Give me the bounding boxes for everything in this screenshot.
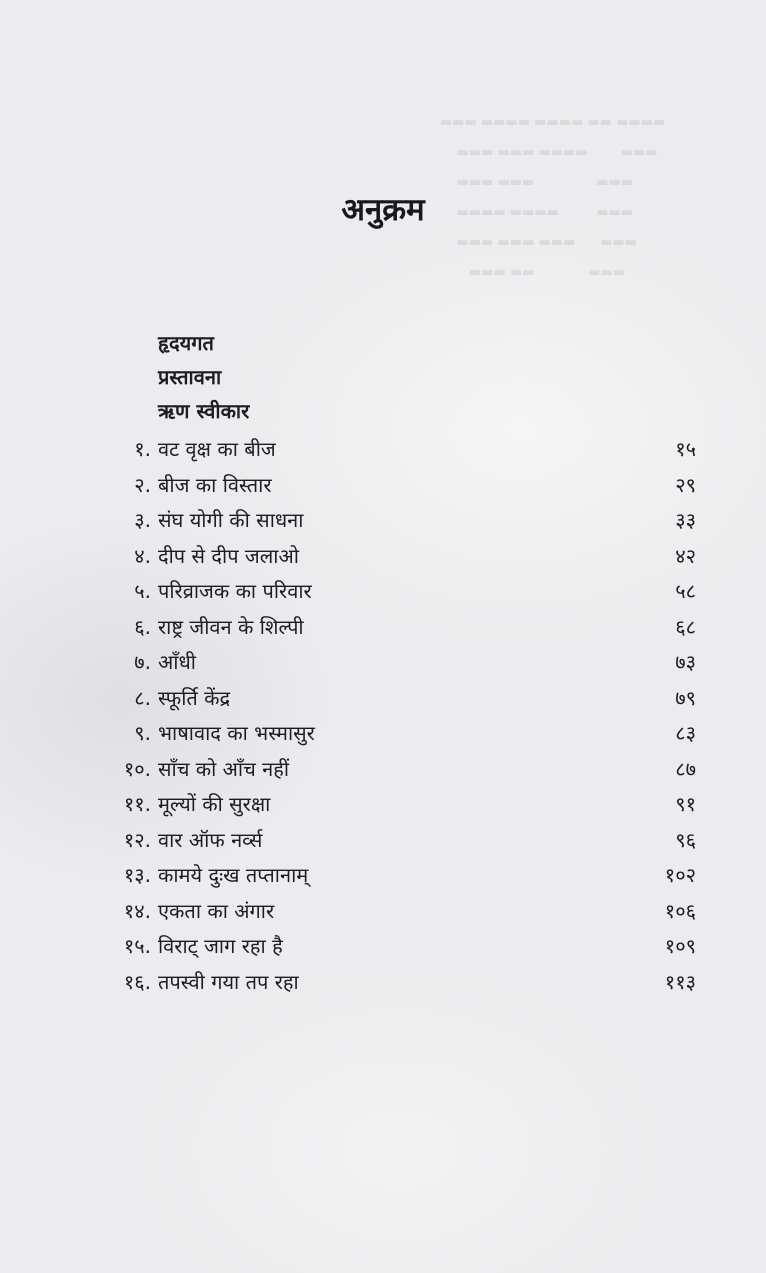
chapter-number: १५. bbox=[123, 934, 151, 958]
chapter-page: ७३ bbox=[675, 650, 696, 674]
show-through-line: ▬▬▬ ▬▬ ▬▬▬ bbox=[440, 265, 626, 280]
chapter-page: १०२ bbox=[664, 863, 696, 887]
chapter-title: तपस्वी गया तप रहा bbox=[158, 969, 299, 994]
chapter-number: १३. bbox=[123, 863, 151, 887]
chapter-title: परिव्राजक का परिवार bbox=[158, 579, 312, 603]
chapter-title: भाषावाद का भस्मासुर bbox=[158, 721, 315, 745]
chapter-page: ६८ bbox=[675, 614, 696, 639]
chapter-list bbox=[96, 434, 696, 1002]
chapter-title: एकता का अंगार bbox=[158, 898, 275, 923]
chapter-page: ८७ bbox=[675, 756, 696, 781]
chapter-number: १६. bbox=[123, 969, 151, 994]
chapter-row bbox=[96, 434, 696, 470]
chapter-number: १२. bbox=[123, 827, 151, 852]
chapter-number: ४. bbox=[134, 543, 151, 568]
chapter-row bbox=[96, 505, 696, 541]
show-through-line: ▬▬▬ ▬▬▬ ▬▬▬▬ ▬▬▬ bbox=[440, 145, 658, 160]
chapter-number: ३. bbox=[134, 508, 151, 532]
chapter-number: ६. bbox=[134, 614, 151, 639]
chapter-title: कामये दुःख तप्तानाम् bbox=[158, 863, 309, 887]
chapter-number: ११. bbox=[123, 792, 151, 816]
chapter-number: ५. bbox=[134, 579, 151, 603]
chapter-row bbox=[96, 541, 696, 577]
chapter-number: १०. bbox=[123, 756, 151, 781]
chapter-row bbox=[96, 789, 696, 825]
chapter-title: दीप से दीप जलाओ bbox=[158, 543, 299, 568]
chapter-title: मूल्यों की सुरक्षा bbox=[158, 792, 271, 816]
show-through-line: ▬▬▬▬ ▬▬▬▬ ▬▬▬ bbox=[440, 205, 633, 220]
chapter-row bbox=[96, 896, 696, 932]
chapter-row bbox=[96, 718, 696, 754]
chapter-title: आँधी bbox=[158, 650, 196, 674]
chapter-page: ९६ bbox=[675, 827, 696, 852]
chapter-number: ९. bbox=[134, 721, 151, 745]
chapter-number: ८. bbox=[134, 685, 151, 710]
chapter-row bbox=[96, 683, 696, 719]
front-matter-item: प्रस्तावना bbox=[158, 365, 222, 389]
chapter-page: १५ bbox=[675, 437, 696, 461]
chapter-row bbox=[96, 647, 696, 683]
chapter-row bbox=[96, 931, 696, 967]
chapter-page: ९१ bbox=[675, 792, 696, 816]
chapter-page: ११३ bbox=[664, 969, 696, 994]
chapter-title: वट वृक्ष का बीज bbox=[158, 437, 276, 461]
chapter-title: साँच को आँच नहीं bbox=[158, 756, 290, 781]
chapter-number: ७. bbox=[134, 650, 151, 674]
chapter-row bbox=[96, 754, 696, 790]
front-matter-item: हृदयगत bbox=[158, 331, 214, 355]
show-through-line: ▬▬▬ ▬▬▬ ▬▬▬ bbox=[440, 175, 634, 190]
chapter-page: १०६ bbox=[664, 898, 696, 923]
chapter-page: ८३ bbox=[675, 721, 696, 745]
chapter-page: ३३ bbox=[675, 508, 696, 532]
chapter-title: वार ऑफ नर्व्स bbox=[158, 827, 263, 852]
chapter-page: ५८ bbox=[675, 579, 696, 603]
chapter-page: १०९ bbox=[664, 934, 696, 958]
chapter-title: संघ योगी की साधना bbox=[158, 508, 304, 532]
chapter-title: राष्ट्र जीवन के शिल्पी bbox=[158, 614, 304, 639]
chapter-row bbox=[96, 612, 696, 648]
page-title: अनुक्रम bbox=[341, 192, 425, 228]
chapter-page: ४२ bbox=[675, 543, 696, 568]
chapter-page: ७९ bbox=[675, 685, 696, 710]
chapter-number: १. bbox=[134, 437, 151, 461]
chapter-page: २९ bbox=[675, 472, 696, 497]
chapter-row bbox=[96, 470, 696, 506]
chapter-title: बीज का विस्तार bbox=[158, 472, 272, 497]
front-matter-list bbox=[158, 328, 249, 430]
chapter-row bbox=[96, 860, 696, 896]
chapter-row bbox=[96, 967, 696, 1003]
chapter-title: विराट् जाग रहा है bbox=[158, 934, 283, 958]
chapter-number: २. bbox=[134, 472, 151, 497]
show-through-line: ▬▬▬ ▬▬▬ ▬▬▬ ▬▬▬ bbox=[440, 235, 637, 250]
chapter-number: १४. bbox=[123, 898, 151, 923]
chapter-row bbox=[96, 825, 696, 861]
front-matter-item: ऋण स्वीकार bbox=[158, 399, 250, 423]
show-through-line: ▬▬▬ ▬▬▬▬ ▬▬▬▬ ▬▬ ▬▬▬▬ bbox=[440, 115, 666, 130]
chapter-row bbox=[96, 576, 696, 612]
chapter-title: स्फूर्ति केंद्र bbox=[158, 685, 231, 710]
